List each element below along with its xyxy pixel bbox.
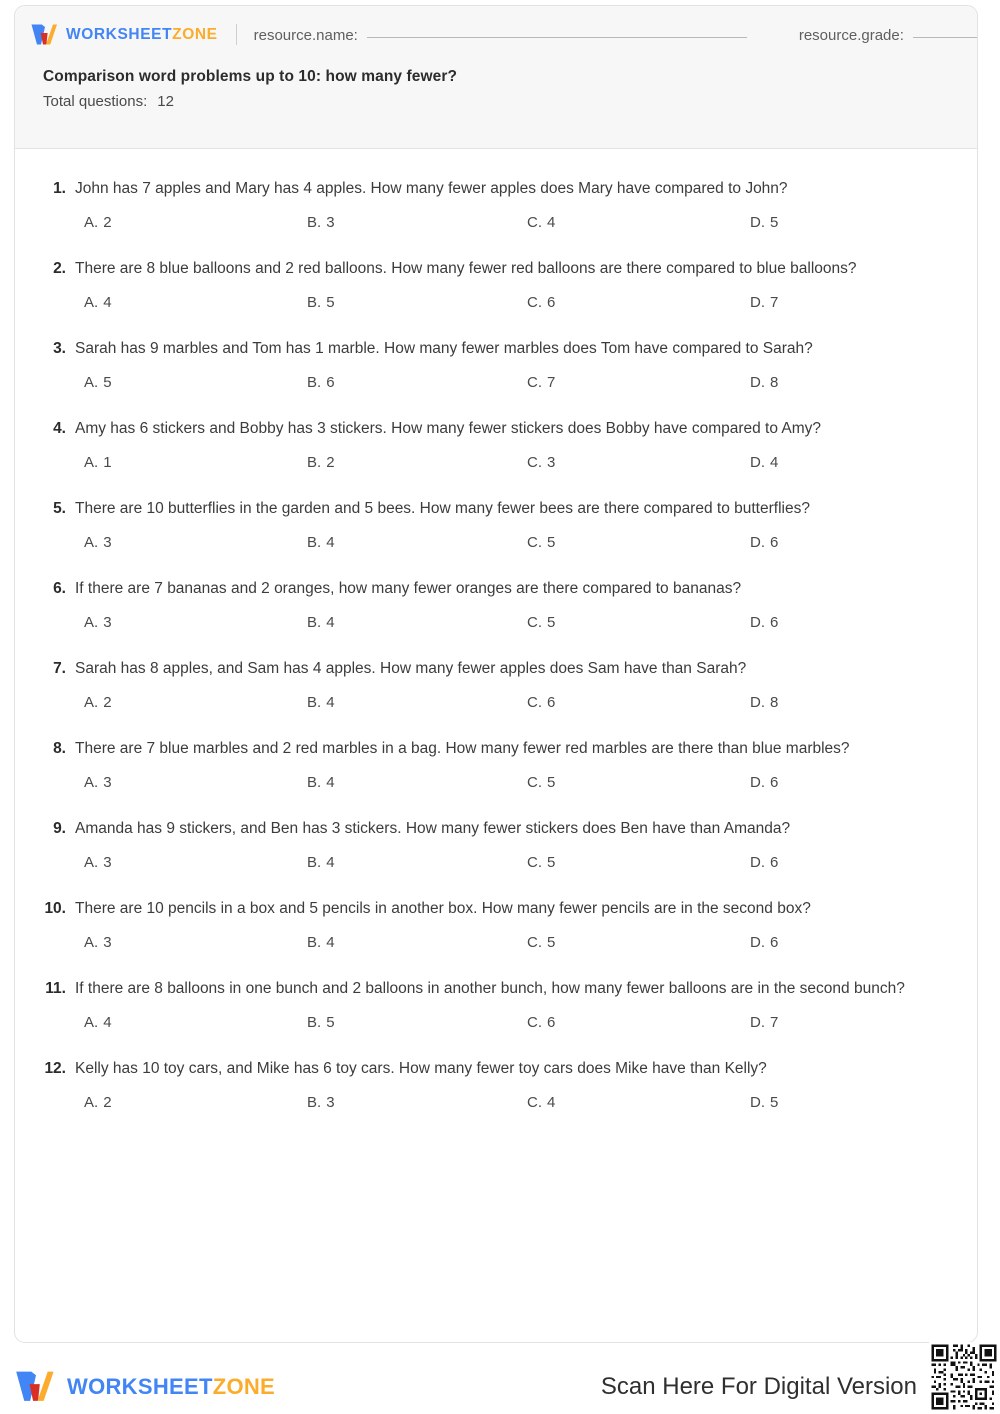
question-number: 3. [53, 340, 66, 357]
answer-option-c[interactable] [527, 614, 750, 631]
answer-option-b[interactable] [307, 214, 527, 231]
answer-option-a[interactable] [84, 614, 307, 631]
answer-option-d[interactable] [750, 854, 778, 871]
question-options [84, 534, 949, 551]
option-value: 2 [326, 454, 335, 471]
resource-grade-label: resource.grade: [798, 27, 904, 44]
option-letter: A. [84, 614, 99, 631]
option-letter: C. [527, 534, 542, 551]
question-options [84, 934, 949, 951]
answer-option-c[interactable] [527, 294, 750, 311]
answer-option-b[interactable] [307, 374, 527, 391]
option-letter: D. [750, 1094, 765, 1111]
question-line [43, 976, 949, 1001]
question-text: There are 10 pencils in a box and 5 pencils in another box. How many fewer pencils are in the second box? [75, 900, 811, 917]
answer-option-a[interactable] [84, 454, 307, 471]
option-value: 6 [770, 854, 779, 871]
option-letter: B. [307, 454, 322, 471]
answer-option-b[interactable] [307, 774, 527, 791]
option-letter: D. [750, 854, 765, 871]
question-line [43, 896, 949, 921]
option-value: 3 [103, 934, 112, 951]
question-number: 8. [53, 740, 66, 757]
answer-option-c[interactable] [527, 374, 750, 391]
option-value: 7 [770, 294, 779, 311]
worksheet-header [15, 6, 977, 149]
option-letter: A. [84, 214, 99, 231]
option-value: 6 [547, 694, 556, 711]
option-letter: C. [527, 614, 542, 631]
answer-option-d[interactable] [750, 294, 778, 311]
answer-option-a[interactable] [84, 294, 307, 311]
total-questions [43, 93, 977, 110]
question-text: Kelly has 10 toy cars, and Mike has 6 toy cars. How many fewer toy cars does Mike have than Kelly? [75, 1060, 767, 1077]
question-item [43, 336, 949, 391]
question-text: Sarah has 9 marbles and Tom has 1 marble. How many fewer marbles does Tom have compared to Sarah? [75, 340, 813, 357]
brand-wordmark-part1: WORKSHEET [66, 25, 173, 43]
option-letter: A. [84, 854, 99, 871]
header-divider [236, 24, 237, 45]
option-letter: A. [84, 1014, 99, 1031]
footer-wordmark-part2: ZONE [212, 1374, 276, 1399]
option-letter: A. [84, 534, 99, 551]
page-title: Comparison word problems up to 10: how many fewer? [43, 68, 458, 85]
footer-brand [14, 1367, 275, 1407]
option-value: 4 [326, 614, 335, 631]
option-value: 4 [547, 1094, 556, 1111]
question-number: 10. [44, 900, 66, 917]
option-value: 5 [547, 934, 556, 951]
option-letter: D. [750, 214, 765, 231]
option-value: 4 [326, 694, 335, 711]
answer-option-c[interactable] [527, 1094, 750, 1111]
option-letter: B. [307, 534, 322, 551]
option-letter: B. [307, 1094, 322, 1111]
answer-option-d[interactable] [750, 1094, 778, 1111]
question-line [43, 176, 949, 201]
option-letter: B. [307, 934, 322, 951]
question-text: There are 7 blue marbles and 2 red marbles in a bag. How many fewer red marbles are there than blue marbles? [75, 740, 850, 757]
page-footer [14, 1357, 1000, 1414]
option-letter: D. [750, 454, 765, 471]
question-number: 4. [53, 420, 66, 437]
question-options [84, 694, 949, 711]
option-value: 6 [770, 934, 779, 951]
question-line [43, 256, 949, 281]
option-value: 4 [770, 454, 779, 471]
worksheet-meta [15, 46, 977, 110]
question-options [84, 374, 949, 391]
question-text: John has 7 apples and Mary has 4 apples. How many fewer apples does Mary have compared to John? [75, 180, 788, 197]
question-item [43, 496, 949, 551]
question-line [43, 416, 949, 441]
question-text: If there are 7 bananas and 2 oranges, how many fewer oranges are there compared to bananas? [75, 580, 742, 597]
total-questions-value: 12 [157, 93, 174, 110]
option-letter: A. [84, 934, 99, 951]
answer-option-a[interactable] [84, 1014, 307, 1031]
option-letter: C. [527, 774, 542, 791]
qr-code-icon[interactable] [929, 1342, 999, 1412]
question-item [43, 176, 949, 231]
option-letter: D. [750, 774, 765, 791]
option-letter: C. [527, 214, 542, 231]
option-letter: B. [307, 294, 322, 311]
option-letter: C. [527, 694, 542, 711]
option-letter: D. [750, 934, 765, 951]
question-item [43, 816, 949, 871]
option-value: 2 [103, 694, 112, 711]
option-value: 5 [547, 614, 556, 631]
answer-option-b[interactable] [307, 934, 527, 951]
option-value: 2 [103, 214, 112, 231]
answer-option-d[interactable] [750, 614, 778, 631]
answer-option-d[interactable] [750, 454, 778, 471]
brand-wordmark [66, 26, 218, 44]
answer-option-c[interactable] [527, 214, 750, 231]
option-letter: B. [307, 1014, 322, 1031]
question-item [43, 256, 949, 311]
question-line [43, 816, 949, 841]
footer-wordmark-part1: WORKSHEET [67, 1374, 213, 1399]
option-value: 3 [326, 1094, 335, 1111]
answer-option-d[interactable] [750, 1014, 778, 1031]
brand-wordmark-part2: ZONE [172, 25, 218, 43]
option-value: 7 [547, 374, 556, 391]
questions-list [15, 149, 977, 1111]
answer-option-b[interactable] [307, 1094, 527, 1111]
option-letter: B. [307, 614, 322, 631]
question-number: 11. [45, 980, 66, 997]
question-item [43, 576, 949, 631]
option-letter: C. [527, 1014, 542, 1031]
option-value: 3 [103, 854, 112, 871]
option-value: 5 [547, 534, 556, 551]
answer-option-a[interactable] [84, 854, 307, 871]
question-item [43, 1056, 949, 1111]
option-value: 8 [770, 694, 779, 711]
option-value: 6 [547, 294, 556, 311]
option-letter: B. [307, 854, 322, 871]
question-item [43, 976, 949, 1031]
option-value: 3 [547, 454, 556, 471]
question-number: 9. [53, 820, 66, 837]
option-value: 4 [103, 294, 112, 311]
option-value: 5 [326, 294, 335, 311]
option-letter: B. [307, 694, 322, 711]
option-value: 5 [770, 1094, 779, 1111]
option-letter: C. [527, 374, 542, 391]
answer-option-d[interactable] [750, 694, 778, 711]
option-value: 5 [547, 854, 556, 871]
option-letter: A. [84, 374, 99, 391]
option-value: 4 [103, 1014, 112, 1031]
option-letter: B. [307, 374, 322, 391]
option-value: 2 [103, 1094, 112, 1111]
question-options [84, 214, 949, 231]
option-value: 6 [326, 374, 335, 391]
answer-option-c[interactable] [527, 534, 750, 551]
option-value: 4 [547, 214, 556, 231]
option-value: 5 [326, 1014, 335, 1031]
question-item [43, 736, 949, 791]
question-text: If there are 8 balloons in one bunch and 2 balloons in another bunch, how many fewer balloons are in the second bunch? [75, 980, 905, 997]
option-letter: A. [84, 294, 99, 311]
option-letter: A. [84, 1094, 99, 1111]
answer-option-b[interactable] [307, 614, 527, 631]
question-text: Amanda has 9 stickers, and Ben has 3 stickers. How many fewer stickers does Ben have than Amanda? [75, 820, 791, 837]
answer-option-c[interactable] [527, 774, 750, 791]
option-value: 4 [326, 774, 335, 791]
option-value: 4 [326, 534, 335, 551]
question-item [43, 416, 949, 471]
question-number: 1. [53, 180, 66, 197]
answer-option-a[interactable] [84, 214, 307, 231]
resource-name-label: resource.name: [253, 27, 358, 44]
option-letter: C. [527, 294, 542, 311]
question-options [84, 454, 949, 471]
footer-wordmark [67, 1374, 275, 1400]
question-line [43, 656, 949, 681]
question-number: 7. [53, 660, 66, 677]
option-value: 6 [770, 534, 779, 551]
answer-option-c[interactable] [527, 1014, 750, 1031]
question-number: 2. [53, 260, 66, 277]
question-text: There are 10 butterflies in the garden and 5 bees. How many fewer bees are there compared to butterflies? [75, 500, 810, 517]
option-letter: C. [527, 854, 542, 871]
header-top-row [15, 6, 977, 46]
resource-grade-input[interactable] [913, 23, 978, 38]
answer-option-a[interactable] [84, 694, 307, 711]
option-letter: A. [84, 774, 99, 791]
resource-name-field [254, 25, 747, 44]
option-value: 6 [770, 614, 779, 631]
question-options [84, 774, 949, 791]
answer-option-c[interactable] [527, 854, 750, 871]
question-line [43, 336, 949, 361]
answer-option-d[interactable] [750, 214, 778, 231]
question-line [43, 1056, 949, 1081]
option-value: 6 [770, 774, 779, 791]
answer-option-a[interactable] [84, 374, 307, 391]
option-letter: D. [750, 1014, 765, 1031]
option-value: 3 [103, 534, 112, 551]
option-value: 5 [103, 374, 112, 391]
question-line [43, 496, 949, 521]
answer-option-b[interactable] [307, 1014, 527, 1031]
answer-option-b[interactable] [307, 854, 527, 871]
option-value: 4 [326, 854, 335, 871]
answer-option-a[interactable] [84, 774, 307, 791]
option-letter: B. [307, 774, 322, 791]
option-letter: C. [527, 1094, 542, 1111]
question-text: There are 8 blue balloons and 2 red balloons. How many fewer red balloons are there compared to blue balloons? [75, 260, 857, 277]
answer-option-b[interactable] [307, 534, 527, 551]
question-options [84, 1094, 949, 1111]
question-item [43, 896, 949, 951]
option-value: 1 [103, 454, 112, 471]
answer-option-c[interactable] [527, 454, 750, 471]
answer-option-a[interactable] [84, 1094, 307, 1111]
question-number: 12. [44, 1060, 66, 1077]
question-text: Sarah has 8 apples, and Sam has 4 apples. How many fewer apples does Sam have than Sarah? [75, 660, 747, 677]
answer-option-a[interactable] [84, 934, 307, 951]
option-letter: D. [750, 374, 765, 391]
question-options [84, 854, 949, 871]
question-line [43, 576, 949, 601]
option-letter: B. [307, 214, 322, 231]
option-value: 8 [770, 374, 779, 391]
answer-option-b[interactable] [307, 454, 527, 471]
option-value: 6 [547, 1014, 556, 1031]
answer-option-d[interactable] [750, 374, 778, 391]
option-value: 7 [770, 1014, 779, 1031]
question-item [43, 656, 949, 711]
question-options [84, 294, 949, 311]
option-letter: A. [84, 454, 99, 471]
question-line [43, 736, 949, 761]
answer-option-d[interactable] [750, 534, 778, 551]
option-value: 5 [547, 774, 556, 791]
worksheetzone-logo-icon [30, 22, 60, 48]
answer-option-c[interactable] [527, 934, 750, 951]
resource-grade-field [799, 25, 978, 44]
option-letter: D. [750, 534, 765, 551]
question-options [84, 614, 949, 631]
question-options [84, 1014, 949, 1031]
resource-name-input[interactable] [367, 23, 747, 38]
answer-option-b[interactable] [307, 294, 527, 311]
answer-option-d[interactable] [750, 774, 778, 791]
option-letter: D. [750, 294, 765, 311]
worksheetzone-logo-icon [14, 1367, 58, 1407]
total-questions-label: Total questions: [43, 93, 148, 110]
option-letter: A. [84, 694, 99, 711]
option-letter: D. [750, 694, 765, 711]
option-letter: C. [527, 934, 542, 951]
option-value: 3 [103, 614, 112, 631]
option-letter: D. [750, 614, 765, 631]
question-text: Amy has 6 stickers and Bobby has 3 stickers. How many fewer stickers does Bobby have compared to Amy? [75, 420, 822, 437]
answer-option-b[interactable] [307, 694, 527, 711]
answer-option-a[interactable] [84, 534, 307, 551]
option-value: 3 [103, 774, 112, 791]
option-value: 5 [770, 214, 779, 231]
option-value: 3 [326, 214, 335, 231]
option-value: 4 [326, 934, 335, 951]
scan-label: Scan Here For Digital Version [600, 1373, 917, 1400]
question-number: 6. [53, 580, 66, 597]
answer-option-c[interactable] [527, 694, 750, 711]
question-number: 5. [53, 500, 66, 517]
option-letter: C. [527, 454, 542, 471]
answer-option-d[interactable] [750, 934, 778, 951]
worksheet-card [14, 5, 978, 1343]
